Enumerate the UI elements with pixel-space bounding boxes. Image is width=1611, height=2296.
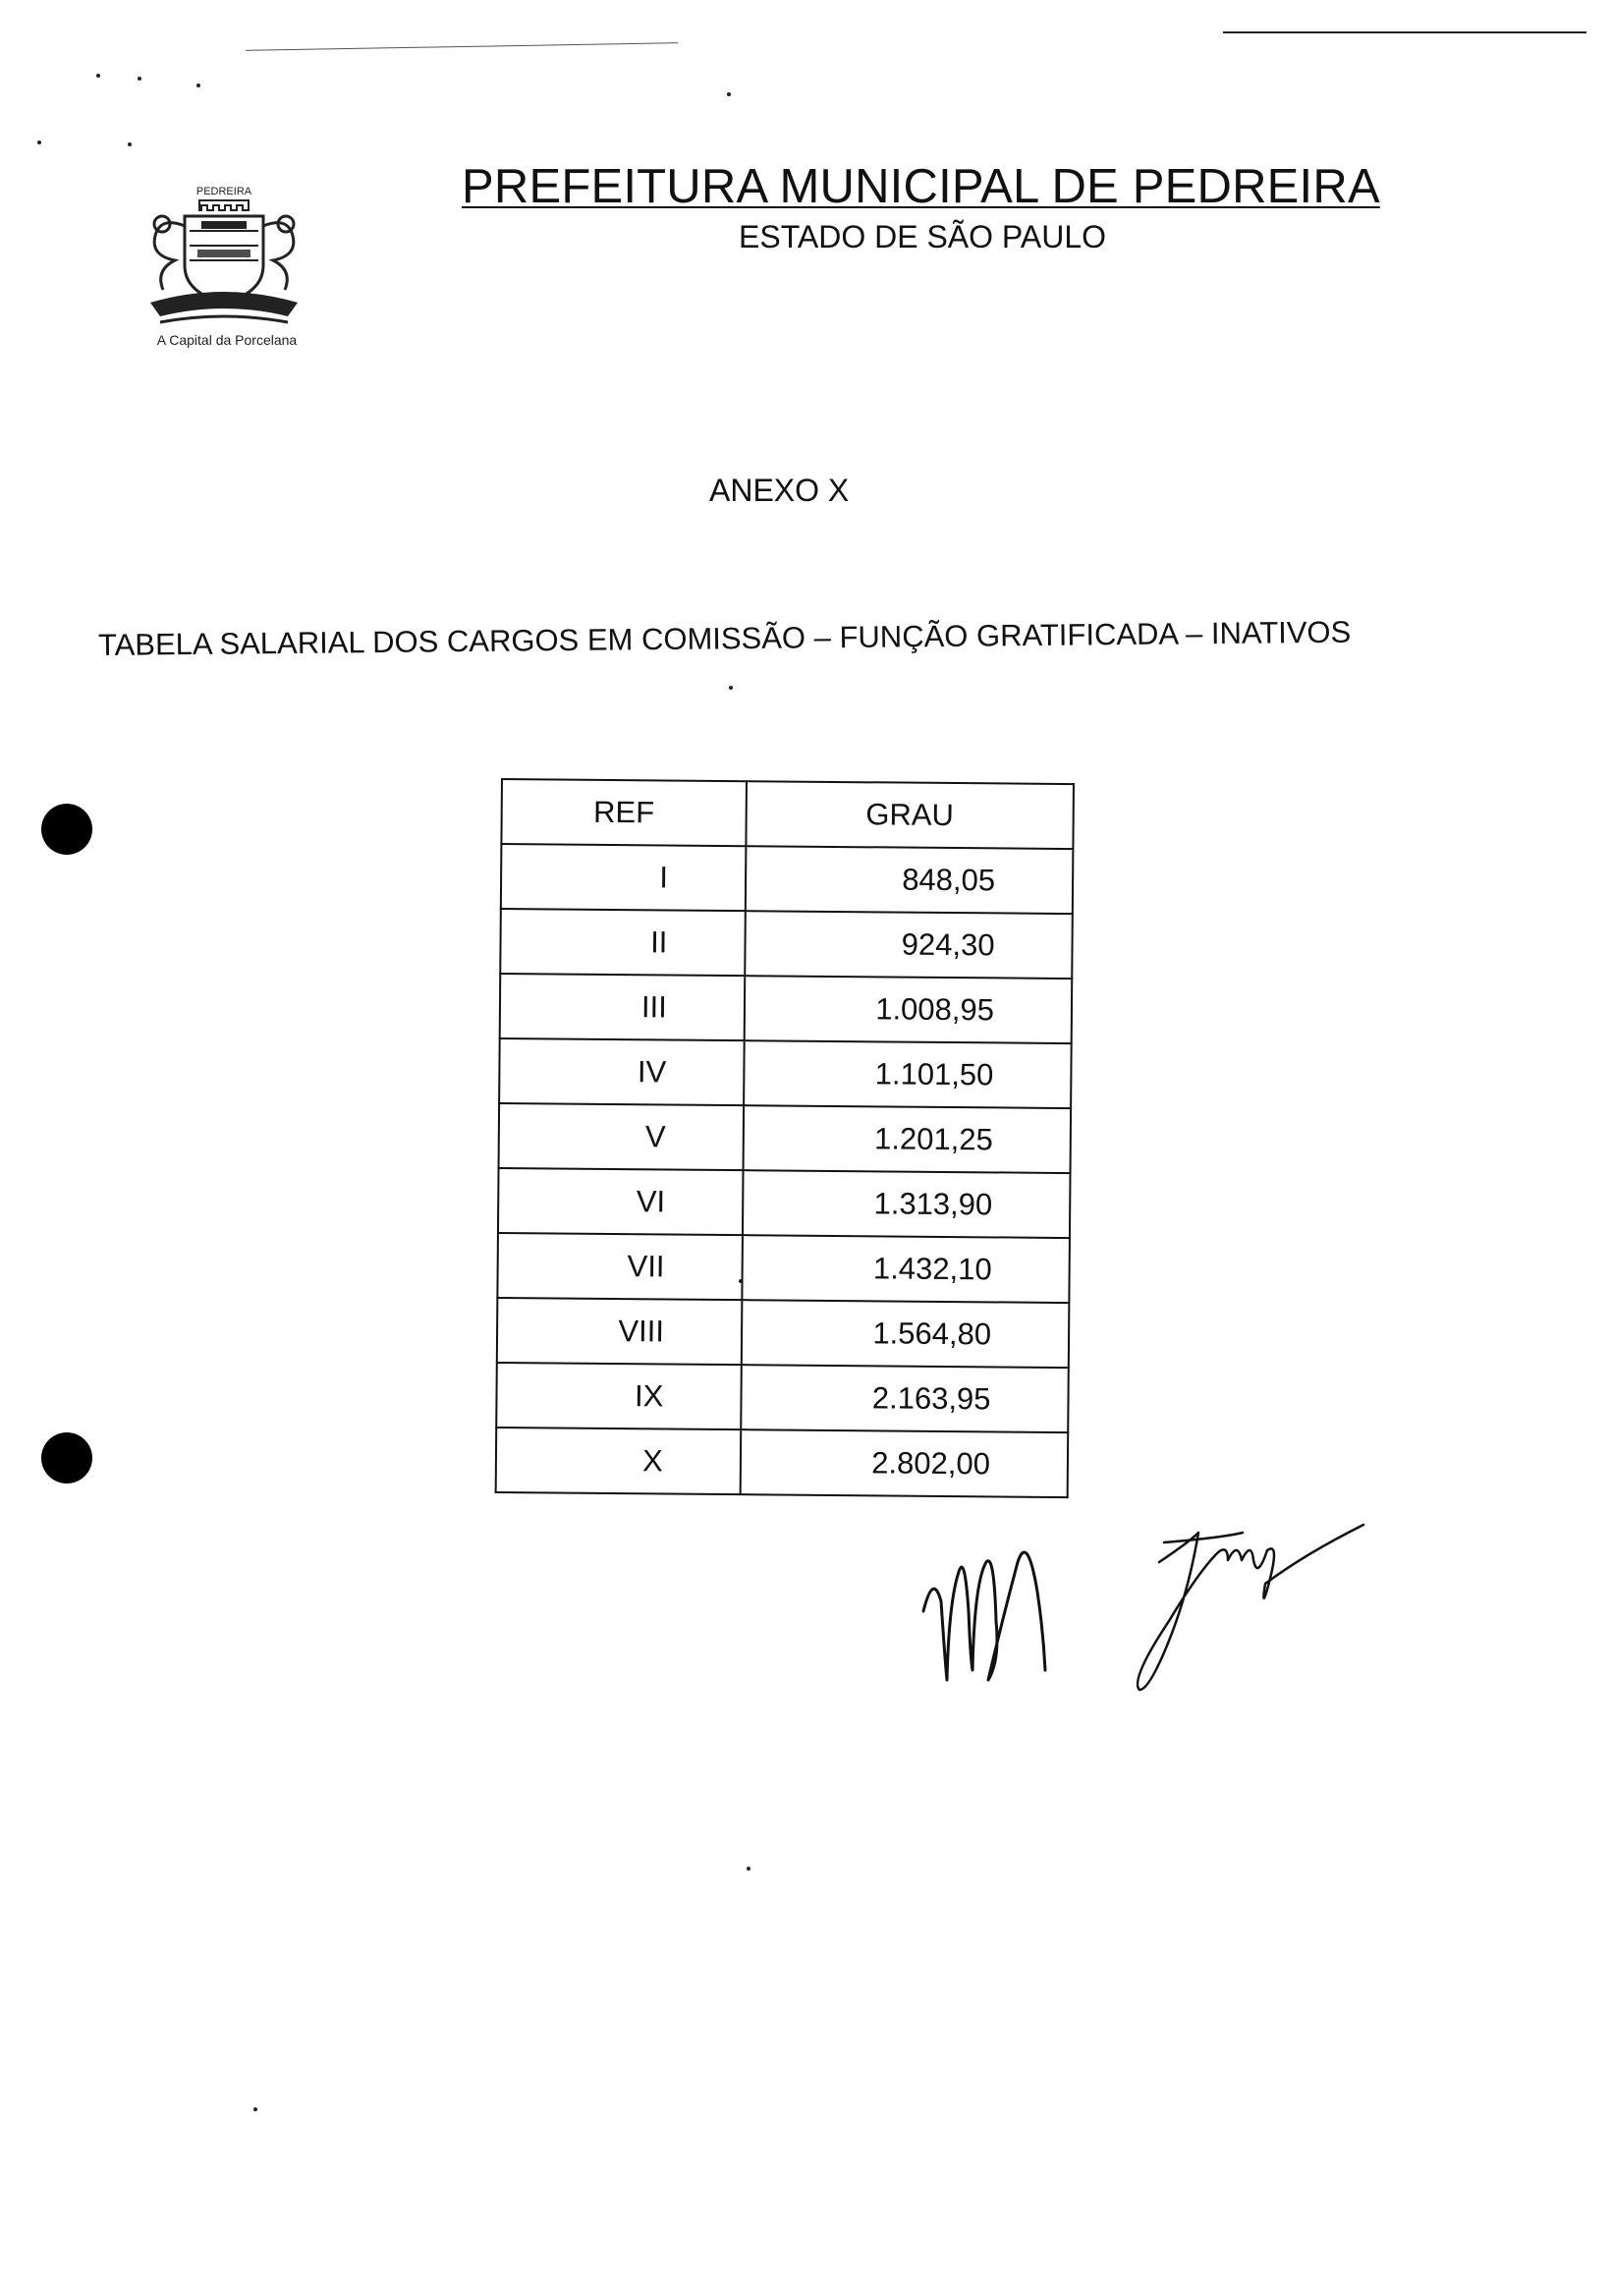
column-header-ref: REF [501, 779, 746, 846]
handwritten-signature-icon [1120, 1503, 1375, 1719]
salary-table [495, 778, 1075, 1498]
table-row [496, 1363, 1069, 1432]
cell-ref: I [501, 844, 746, 911]
cell-ref: X [496, 1428, 741, 1494]
municipal-crest [126, 177, 322, 364]
punch-hole-top [41, 804, 92, 855]
annex-heading: ANEXO X [709, 473, 850, 508]
cell-grau: 924,30 [745, 911, 1073, 979]
scan-speck [96, 74, 100, 78]
cell-ref: III [500, 974, 745, 1040]
punch-hole-bottom [41, 1432, 92, 1484]
cell-grau: 1.313,90 [743, 1170, 1071, 1238]
scan-artifact-line [246, 42, 678, 51]
cell-ref: II [500, 909, 745, 976]
table-row [499, 1103, 1072, 1173]
scan-artifact-line [1223, 31, 1586, 33]
cell-grau: 848,05 [746, 846, 1074, 914]
scan-speck [747, 1867, 750, 1871]
signature-right [1120, 1503, 1375, 1719]
scan-speck [138, 77, 141, 81]
cell-ref: VII [497, 1233, 742, 1300]
table-row [497, 1298, 1070, 1368]
crest-motto: A Capital da Porcelana [156, 332, 298, 348]
cell-grau: 1.564,80 [742, 1300, 1070, 1368]
municipal-coat-of-arms-icon [131, 177, 317, 334]
table-heading: TABELA SALARIAL DOS CARGOS EM COMISSÃO – FUNÇÃO GRATIFICADA – INATIVOS [97, 614, 1352, 662]
cell-ref: VIII [497, 1298, 742, 1365]
table-row [499, 1038, 1072, 1108]
cell-grau: 2.802,00 [740, 1429, 1068, 1497]
scan-speck [729, 686, 733, 690]
scan-speck [727, 92, 731, 96]
scan-speck [37, 140, 41, 144]
cell-ref: VI [498, 1168, 743, 1235]
cell-grau: 2.163,95 [741, 1365, 1069, 1432]
table-row [496, 1428, 1069, 1497]
page-title: PREFEITURA MUNICIPAL DE PEDREIRA [462, 160, 1380, 213]
table-header-row [501, 779, 1074, 849]
table-row [498, 1168, 1071, 1238]
cell-ref: IX [496, 1363, 741, 1429]
cell-grau: 1.008,95 [745, 976, 1073, 1043]
table-row [500, 974, 1073, 1043]
scan-speck [253, 2107, 257, 2111]
column-header-grau: GRAU [746, 781, 1074, 849]
table-row [500, 909, 1073, 979]
cell-grau: 1.101,50 [744, 1040, 1072, 1108]
scan-speck [128, 142, 132, 146]
handwritten-signature-icon [904, 1513, 1100, 1690]
cell-ref: IV [499, 1038, 744, 1105]
table-row [501, 844, 1074, 914]
cell-grau: 1.201,25 [743, 1105, 1071, 1173]
cell-grau: 1.432,10 [742, 1235, 1070, 1303]
crest-top-text: PEDREIRA [195, 186, 252, 197]
cell-ref: V [499, 1103, 744, 1170]
page-subtitle: ESTADO DE SÃO PAULO [739, 219, 1107, 254]
signature-left [904, 1513, 1100, 1690]
scan-speck [196, 84, 200, 87]
table-row [497, 1233, 1070, 1303]
